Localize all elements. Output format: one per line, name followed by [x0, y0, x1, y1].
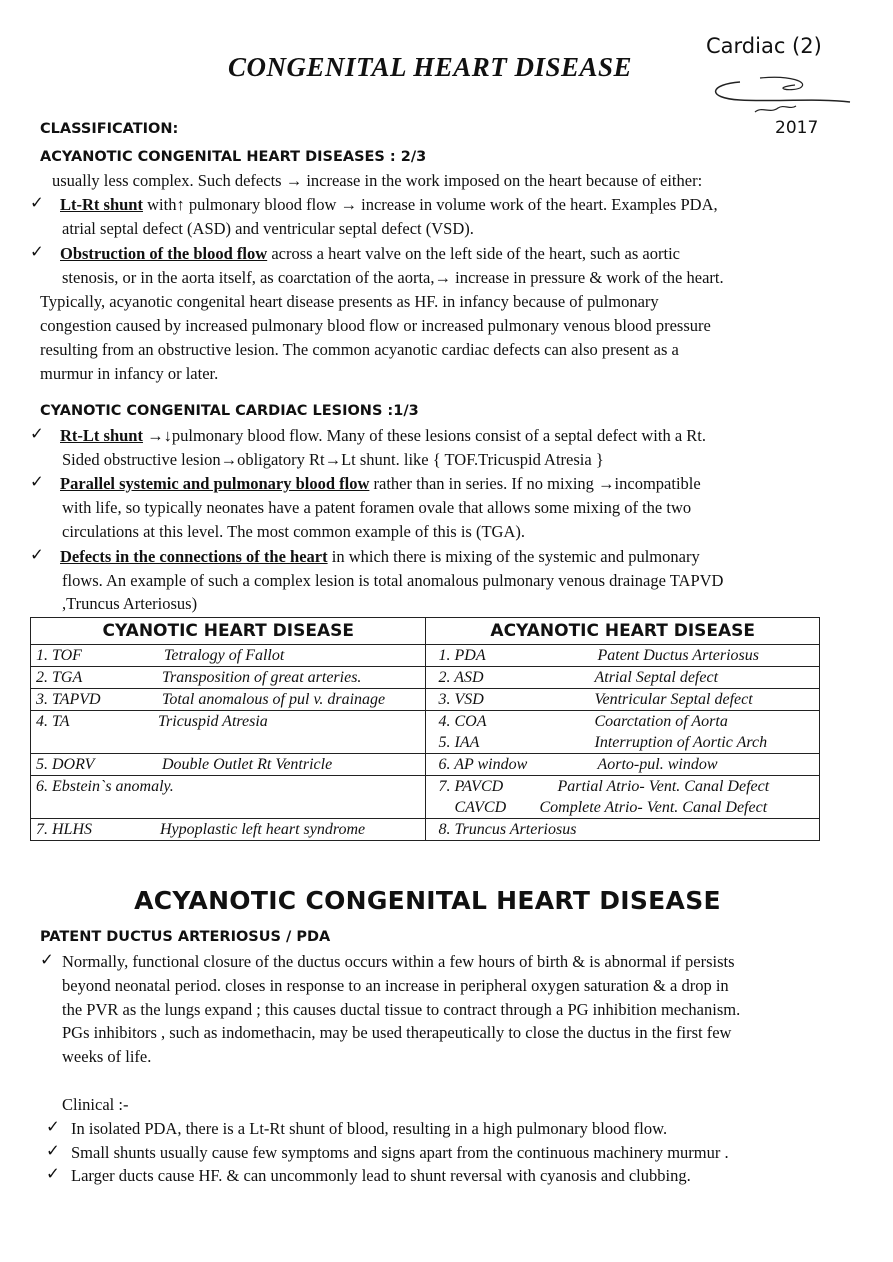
cell-fullname: Transposition of great arteries. — [162, 669, 362, 686]
defects-line1: Defects in the connections of the heart in which there is mixing of the systemic and pulmonary — [60, 547, 700, 566]
obstruction-line1: Obstruction of the blood flow across a heart valve on the left side of the heart, such as aortic — [60, 244, 680, 263]
check-icon: ✓ — [40, 950, 54, 969]
table-row — [31, 667, 820, 689]
rt-lt-shunt-line1: Rt-Lt shunt →↓pulmonary blood flow. Many of these lesions consist of a septal defect with a Rt. — [60, 426, 707, 445]
parallel-line3: circulations at this level. The most common example of this is (TGA). — [62, 522, 525, 541]
lt-rt-shunt-line2: atrial septal defect (ASD) and ventricular septal defect (VSD). — [62, 219, 474, 238]
cell-fullname: Tetralogy of Fallot — [164, 647, 285, 664]
acyanotic-para-line: murmur in infancy or later. — [40, 364, 219, 383]
clinical-label: Clinical :- — [62, 1095, 129, 1114]
table-row — [31, 645, 820, 667]
check-icon: ✓ — [30, 424, 44, 443]
cell-fullname: Partial Atrio- Vent. Canal Defect — [557, 778, 770, 795]
cell-abbrev: 3. VSD — [438, 691, 484, 708]
check-icon: ✓ — [46, 1164, 60, 1183]
cell-abbrev: 3. TAPVD — [36, 691, 101, 708]
defects-line3: ,Truncus Arteriosus) — [62, 594, 198, 613]
cell-abbrev: 7. HLHS — [36, 821, 93, 838]
check-icon: ✓ — [46, 1141, 60, 1160]
cell-abbrev: 5. DORV — [36, 756, 95, 773]
handwritten-label: Cardiac (2) — [706, 34, 822, 58]
cell-abbrev: 2. TGA — [36, 669, 83, 686]
cell-fullname: Hypoplastic left heart syndrome — [160, 821, 366, 838]
table-header-row — [31, 618, 820, 645]
page-title: CONGENITAL HEART DISEASE — [227, 52, 633, 82]
cell-fullname: Atrial Septal defect — [594, 669, 719, 686]
table-row — [31, 754, 820, 776]
cell-abbrev: 5. IAA — [438, 734, 480, 751]
check-icon: ✓ — [30, 193, 44, 212]
cell-abbrev: 4. COA — [438, 713, 487, 730]
acyanotic-para-line: resulting from an obstructive lesion. The common acyanotic cardiac defects can also present as a — [40, 340, 679, 359]
classification-table — [30, 617, 820, 841]
cell-abbrev: 1. TOF — [36, 647, 82, 664]
table-row — [31, 776, 820, 819]
cyanotic-heading: CYANOTIC CONGENITAL CARDIAC LESIONS :1/3 — [40, 403, 419, 419]
cell-fullname: Complete Atrio- Vent. Canal Defect — [539, 799, 768, 816]
acyanotic-column-header: ACYANOTIC HEART DISEASE — [426, 618, 820, 645]
check-icon: ✓ — [30, 472, 44, 491]
cell-fullname: Total anomalous of pul v. drainage — [162, 691, 386, 708]
cell-text: 6. Ebstein`s anomaly. — [36, 778, 174, 795]
pda-heading: PATENT DUCTUS ARTERIOSUS / PDA — [40, 929, 331, 945]
check-icon: ✓ — [46, 1117, 60, 1136]
clinical-item: Larger ducts cause HF. & can uncommonly lead to shunt reversal with cyanosis and clubbing. — [71, 1166, 691, 1185]
clinical-item: In isolated PDA, there is a Lt-Rt shunt of blood, resulting in a high pulmonary blood flow. — [71, 1119, 668, 1138]
pda-para-line: weeks of life. — [62, 1047, 152, 1066]
check-icon: ✓ — [30, 545, 44, 564]
cell-fullname: Aorto-pul. window — [597, 756, 718, 773]
acyanotic-heading: ACYANOTIC CONGENITAL HEART DISEASES : 2/3 — [40, 149, 427, 165]
section-title: ACYANOTIC CONGENITAL HEART DISEASE — [134, 886, 721, 915]
cyanotic-column-header: CYANOTIC HEART DISEASE — [31, 618, 426, 645]
cell-abbrev: 2. ASD — [438, 669, 484, 686]
handwritten-year: 2017 — [775, 118, 819, 138]
parallel-line1: Parallel systemic and pulmonary blood flow rather than in series. If no mixing →incompatible — [60, 474, 701, 493]
pda-para-line: the PVR as the lungs expand ; this causes ductal tissue to contract through a PG inhibition mechanism. — [62, 1000, 741, 1019]
cell-fullname: Double Outlet Rt Ventricle — [162, 756, 333, 773]
lt-rt-shunt-line1: Lt-Rt shunt with↑ pulmonary blood flow → increase in volume work of the heart. Examples PDA, — [60, 195, 718, 214]
cell-abbrev: CAVCD — [438, 799, 507, 816]
acyanotic-para-line: Typically, acyanotic congenital heart disease presents as HF. in infancy because of pulmonary — [40, 292, 659, 311]
parallel-line2: with life, so typically neonates have a patent foramen ovale that allows some mixing of the two — [62, 498, 692, 517]
table-row — [31, 819, 820, 841]
cell-fullname: Tricuspid Atresia — [158, 713, 268, 730]
acyanotic-para-line: congestion caused by increased pulmonary blood flow or increased pulmonary venous blood pressure — [40, 316, 711, 335]
check-icon: ✓ — [30, 242, 44, 261]
cell-abbrev: 4. TA — [36, 713, 70, 730]
acyanotic-intro: usually less complex. Such defects → increase in the work imposed on the heart because of either: — [52, 171, 703, 190]
handwritten-signature — [700, 70, 860, 120]
cell-abbrev: 6. AP window — [438, 756, 528, 773]
pda-para-line: beyond neonatal period. closes in response to an increase in peripheral oxygen saturation & a drop in — [62, 976, 729, 995]
table-row — [31, 689, 820, 711]
classification-label: CLASSIFICATION: — [40, 121, 179, 137]
rt-lt-shunt-line2: Sided obstructive lesion→obligatory Rt→Lt shunt. like { TOF.Tricuspid Atresia } — [62, 450, 604, 469]
cell-fullname: Interruption of Aortic Arch — [594, 734, 768, 751]
pda-para-line: Normally, functional closure of the ductus occurs within a few hours of birth & is abnormal if persists — [62, 952, 735, 971]
cell-fullname: Coarctation of Aorta — [594, 713, 728, 730]
obstruction-line2: stenosis, or in the aorta itself, as coarctation of the aorta,→ increase in pressure & work of the heart. — [62, 268, 724, 287]
cell-abbrev: 7. PAVCD — [438, 778, 504, 795]
pda-para-line: PGs inhibitors , such as indomethacin, may be used therapeutically to close the ductus in the first few — [62, 1023, 732, 1042]
table-row — [31, 711, 820, 754]
cell-text: 8. Truncus Arteriosus — [438, 821, 577, 838]
clinical-item: Small shunts usually cause few symptoms and signs apart from the continuous machinery murmur . — [71, 1143, 729, 1162]
defects-line2: flows. An example of such a complex lesion is total anomalous pulmonary venous drainage TAPVD — [62, 571, 724, 590]
cell-fullname: Patent Ductus Arteriosus — [597, 647, 759, 664]
cell-fullname: Ventricular Septal defect — [594, 691, 753, 708]
cell-abbrev: 1. PDA — [438, 647, 486, 664]
